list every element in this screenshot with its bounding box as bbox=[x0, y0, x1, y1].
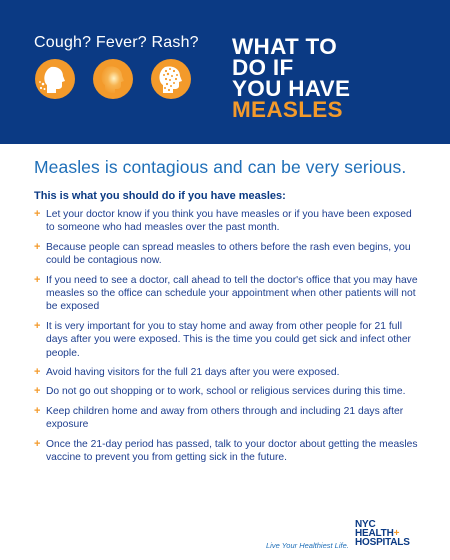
logo-line-nyc: NYC bbox=[355, 519, 376, 530]
logo-line-hospitals: HOSPITALS bbox=[355, 537, 410, 548]
list-item bbox=[34, 274, 420, 314]
symptoms-question: Cough? Fever? Rash? bbox=[34, 34, 199, 51]
rash-icon bbox=[150, 58, 192, 100]
cough-icon bbox=[34, 58, 76, 100]
list-item-text: It is very important for you to stay home and away from other people for 21 full days after you were exposed. This is the time you could get sick and infect other people. bbox=[46, 320, 411, 359]
list-item-text: Once the 21-day period has passed, talk to your doctor about getting the measles vaccine to prevent you from getting sick in the future. bbox=[46, 438, 418, 464]
plus-bullet-icon: + bbox=[34, 273, 41, 286]
list-item-text: Do not go out shopping or to work, school or religious services during this time. bbox=[46, 386, 406, 398]
list-item-text: Let your doctor know if you think you have measles or if you have been exposed to someone who had measles over the past month. bbox=[46, 209, 412, 234]
plus-bullet-icon: + bbox=[34, 319, 41, 332]
list-item-text: Because people can spread measles to others before the rash even begins, you could be contagious now. bbox=[46, 241, 411, 267]
list-item bbox=[34, 320, 420, 360]
list-item-text: Keep children home and away from others through and including 21 days after exposure bbox=[46, 405, 404, 431]
plus-bullet-icon: + bbox=[34, 404, 41, 417]
plus-bullet-icon: + bbox=[34, 240, 41, 253]
plus-bullet-icon: + bbox=[34, 366, 41, 379]
logo-plus-icon: + bbox=[393, 528, 400, 539]
list-item bbox=[34, 385, 420, 398]
list-item-text: If you need to see a doctor, call ahead to tell the doctor's office that you may have measles so the office can schedule your appointment when other patients will not be exposed bbox=[46, 274, 418, 313]
symptom-icons bbox=[34, 58, 214, 100]
list-item-text: Avoid having visitors for the full 21 days after you were exposed. bbox=[46, 367, 340, 379]
headline-line-2: DO IF bbox=[232, 55, 294, 80]
list-item bbox=[34, 438, 420, 465]
instructions-list bbox=[34, 208, 420, 471]
fever-icon bbox=[92, 58, 134, 100]
plus-bullet-icon: + bbox=[34, 208, 41, 220]
header-banner bbox=[0, 0, 450, 144]
logo-health-text: HEALTH bbox=[355, 528, 394, 539]
headline-measles: MEASLES bbox=[232, 97, 343, 122]
headline-line-1: WHAT TO bbox=[232, 34, 337, 59]
headline bbox=[232, 36, 442, 120]
intro-statement: Measles is contagious and can be very serious. bbox=[34, 157, 407, 177]
instructions-lead: This is what you should do if you have measles: bbox=[34, 190, 286, 202]
footer-tagline: Live Your Healthiest Life. bbox=[266, 541, 349, 550]
headline-line-3: YOU HAVE bbox=[232, 76, 351, 101]
nyc-health-hospitals-logo bbox=[355, 520, 431, 547]
list-item bbox=[34, 241, 420, 268]
list-item bbox=[34, 405, 420, 432]
list-item bbox=[34, 366, 420, 379]
plus-bullet-icon: + bbox=[34, 385, 41, 398]
plus-bullet-icon: + bbox=[34, 437, 41, 450]
list-item bbox=[34, 208, 420, 235]
